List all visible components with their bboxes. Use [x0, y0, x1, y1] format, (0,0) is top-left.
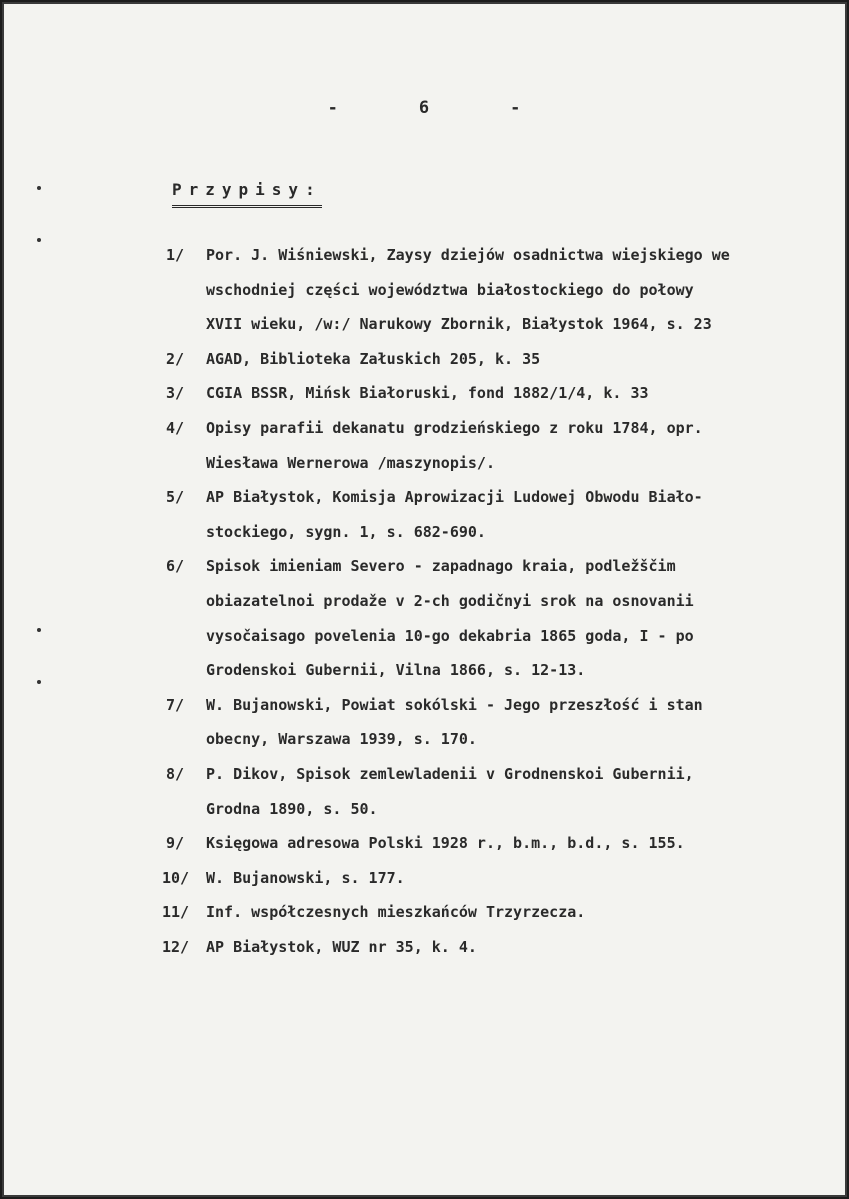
footnote-text: AGAD, Biblioteka Załuskich 205, k. 35 [206, 349, 541, 368]
footnote-text: AP Białystok, WUZ nr 35, k. 4. [206, 937, 477, 956]
footnote-item [166, 757, 816, 826]
margin-punch-mark [37, 186, 41, 190]
footnote-text: W. Bujanowski, Powiat sokólski - Jego przeszłość i stan obecny, Warszawa 1939, s. 170. [206, 695, 703, 749]
footnote-text: Opisy parafii dekanatu grodzieńskiego z roku 1784, opr. Wiesława Wernerowa /maszynopis/. [206, 418, 703, 472]
footnote-number: 1/ [166, 246, 185, 264]
footnote-text: W. Bujanowski, s. 177. [206, 868, 405, 887]
footnote-number: 12/ [162, 937, 190, 956]
page-number: 6 [418, 98, 431, 118]
page-number-dash-right: - [510, 98, 522, 118]
footnote-text: P. Dikov, Spisok zemlewladenii v Grodnenskoi Gubernii, Grodna 1890, s. 50. [206, 764, 694, 818]
footnote-number: 5/ [166, 488, 185, 507]
footnote-text: Księgowa adresowa Polski 1928 r., b.m., b.d., s. 155. [206, 834, 685, 853]
footnote-number: 10/ [162, 868, 190, 887]
footnote-text: AP Białystok, Komisja Aprowizacji Ludowej Obwodu Biało- stockiego, sygn. 1, s. 682-690. [206, 488, 703, 541]
footnote-item [162, 930, 816, 965]
footnote-text: Inf. współczesnych mieszkańców Trzyrzecza. [206, 903, 586, 922]
footnote-text: Spisok imieniam Severo - zapadnago kraia, podležščim obiazatelnoi prodaže v 2-ch godičnyi srok na osnovanii vysočaisago povelenia 10-go dekabria 1865 goda, I - po Grodenskoi Gubernii, Vilna 1866, s. 12-13. [206, 557, 694, 680]
footnote-item [166, 376, 816, 411]
footnotes-heading: Przypisy: [172, 180, 322, 208]
footnote-number: 7/ [166, 695, 185, 714]
footnote-number: 8/ [166, 764, 185, 783]
footnote-item [166, 826, 816, 861]
margin-punch-mark [37, 238, 41, 242]
footnote-item [162, 895, 816, 930]
page-number-line [0, 98, 849, 118]
page-number-dash-left: - [327, 98, 339, 118]
footnote-number: 3/ [166, 384, 185, 403]
footnote-number: 2/ [166, 349, 185, 368]
footnote-text: CGIA BSSR, Mińsk Białoruski, fond 1882/1/4, k. 33 [206, 384, 649, 403]
footnote-number: 11/ [162, 903, 190, 922]
footnote-item [166, 342, 816, 377]
footnote-item [166, 480, 816, 549]
footnotes-list [162, 238, 816, 964]
footnote-number: 4/ [166, 418, 185, 437]
footnote-number: 9/ [166, 834, 185, 853]
margin-punch-mark [37, 680, 41, 684]
footnote-item [162, 861, 816, 896]
footnote-number: 6/ [166, 557, 185, 576]
footnote-text: Por. J. Wiśniewski, Zaysy dziejów osadnictwa wiejskiego we wschodniej części województwa białostockiego do połowy XVII wieku, /w:/ Narukowy Zbornik, Białystok 1964, s. 23 [206, 246, 730, 334]
footnote-item [166, 549, 816, 687]
footnote-item [166, 688, 816, 757]
footnote-item [166, 411, 816, 480]
margin-punch-mark [37, 628, 41, 632]
footnote-item [166, 238, 816, 342]
